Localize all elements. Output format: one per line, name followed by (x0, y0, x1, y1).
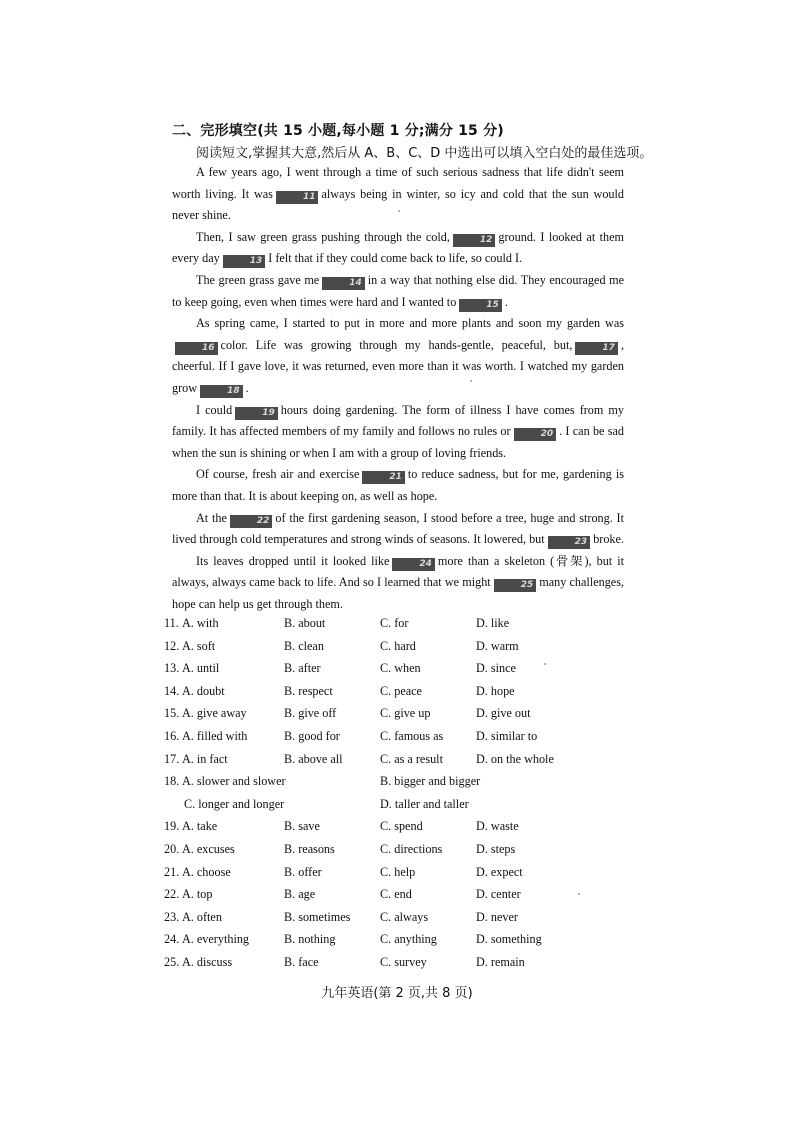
question-number: 15. (164, 706, 180, 721)
paragraph-5 (172, 400, 624, 465)
question-number: 12. (164, 638, 180, 653)
option-a: A. often (182, 909, 222, 924)
question-row (164, 684, 634, 707)
paragraph-1 (172, 162, 624, 227)
option-d: D. give out (476, 706, 531, 721)
blank-19: 19 (235, 407, 278, 420)
scan-speck (578, 893, 580, 895)
question-number: 20. (164, 841, 180, 856)
passage-text: to reduce sadness, but for me, gardening is more than that. It is about keeping on, as well as hope. (172, 467, 624, 503)
blank-17: 17 (575, 342, 618, 355)
option-a: A. filled with (182, 728, 248, 743)
option-a: A. take (182, 819, 218, 834)
paragraph-7 (172, 508, 624, 551)
option-d: D. hope (476, 683, 515, 698)
question-number: 24. (164, 932, 180, 947)
paragraph-8 (172, 551, 624, 616)
passage-text: Its leaves dropped until it looked like (196, 553, 390, 568)
option-c: C. directions (380, 841, 443, 856)
passage-text: hours doing gardening. The form of illness I have comes from my family. It has affected members of my family and follows no rules or (172, 402, 624, 439)
option-d: D. remain (476, 954, 525, 969)
option-b: B. age (284, 887, 316, 902)
passage-text: As spring came, I started to put in more and more plants and soon my garden was (196, 316, 624, 331)
page-footer: 九年英语(第 2 页,共 8 页) (321, 986, 473, 1001)
option-a: A. discuss (182, 954, 233, 969)
option-c: C. survey (380, 954, 427, 969)
question-number: 25. (164, 954, 180, 969)
option-d: D. something (476, 932, 542, 947)
option-b: B. good for (284, 728, 340, 743)
question-number: 11. (164, 616, 179, 630)
passage-text: many challenges, hope can help us get through them. (172, 575, 624, 611)
option-a: A. slower and slower (182, 774, 286, 789)
option-b: B. clean (284, 638, 324, 653)
paragraph-3 (172, 270, 624, 313)
question-row (164, 616, 634, 639)
paragraph-6 (172, 464, 624, 507)
option-c: C. hard (380, 638, 416, 653)
option-b: B. after (284, 661, 321, 676)
question-number: 14. (164, 683, 180, 698)
question-row (164, 752, 634, 775)
blank-24: 24 (392, 558, 435, 571)
option-b: B. bigger and bigger (380, 774, 481, 789)
blank-16: 16 (175, 342, 218, 355)
option-d: D. expect (476, 864, 523, 879)
blank-13: 13 (223, 255, 266, 268)
passage-text: . (245, 380, 249, 395)
question-number: 23. (164, 909, 180, 924)
passage-text: The green grass gave me (196, 272, 320, 287)
option-b: B. sometimes (284, 909, 351, 924)
option-c: C. spend (380, 819, 423, 834)
option-d: D. like (476, 616, 510, 630)
option-c: C. for (380, 616, 409, 630)
question-number: 16. (164, 728, 180, 743)
blank-22: 22 (230, 515, 273, 528)
option-c: C. help (380, 864, 416, 879)
passage-text: Of course, fresh air and exercise (196, 467, 360, 482)
option-b: B. nothing (284, 932, 336, 947)
passage-text: always being in winter, so icy and cold that the sun would never shine. (172, 186, 624, 223)
question-row (164, 932, 634, 955)
passage-text: At the (196, 510, 227, 525)
passage-text: broke. (593, 532, 624, 547)
option-b: B. respect (284, 683, 333, 698)
passage-text: , cheerful. If I gave love, it was returned, even more than it was worth. I watched my garden grow (172, 337, 624, 395)
question-row (164, 729, 634, 752)
question-row (164, 910, 634, 933)
option-b: B. reasons (284, 841, 335, 856)
question-number: 22. (164, 887, 180, 902)
option-c: C. end (380, 887, 412, 902)
option-d: D. taller and taller (380, 796, 469, 811)
question-row-continued (164, 797, 634, 820)
blank-18: 18 (200, 385, 243, 398)
paragraph-2 (172, 227, 624, 270)
option-c: C. always (380, 909, 429, 924)
passage-text: ground. I looked at them every day (172, 229, 624, 266)
question-row (164, 661, 634, 684)
option-c: C. when (380, 661, 421, 676)
question-row (164, 865, 634, 888)
passage-text: in a way that nothing else did. They encouraged me to keep going, even when times were hard and I wanted to (172, 272, 624, 309)
question-row (164, 639, 634, 662)
option-c: C. as a result (380, 751, 443, 766)
question-row (164, 706, 634, 729)
blank-11: 11 (276, 191, 319, 204)
option-d: D. center (476, 887, 521, 902)
option-c: C. peace (380, 683, 422, 698)
scan-speck (470, 380, 472, 382)
question-number: 13. (164, 661, 180, 676)
answer-options (164, 616, 634, 978)
option-d: D. on the whole (476, 751, 554, 766)
scan-speck (398, 210, 400, 212)
option-a: A. top (182, 887, 213, 902)
question-number: 19. (164, 819, 180, 834)
passage-text: I could (196, 402, 233, 417)
option-a: A. until (182, 661, 220, 676)
cloze-passage (172, 162, 624, 615)
passage-text: . (504, 294, 508, 309)
option-a: A. with (182, 616, 219, 630)
question-number: 17. (164, 751, 180, 766)
blank-14: 14 (322, 277, 365, 290)
option-d: D. steps (476, 841, 516, 856)
blank-15: 15 (459, 299, 502, 312)
option-c: C. famous as (380, 728, 444, 743)
option-b: B. save (284, 819, 320, 834)
option-a: A. everything (182, 932, 250, 947)
paragraph-4 (172, 313, 624, 399)
passage-text: Then, I saw green grass pushing through the cold, (196, 229, 450, 244)
passage-text: of the first gardening season, I stood before a tree, huge and strong. It lived through cold temperatures and strong winds of seasons. It lowered, but (172, 510, 624, 547)
passage-text: color. Life was growing through my hands-gentle, peaceful, but, (220, 337, 573, 352)
passage-text: I felt that if they could come back to life, so could I. (268, 251, 523, 266)
passage-text: . I can be sad when the sun is shining or when I am with a group of loving friends. (172, 424, 624, 460)
option-a: A. excuses (182, 841, 235, 856)
question-row (164, 774, 634, 797)
blank-12: 12 (453, 234, 496, 247)
option-c: C. anything (380, 932, 437, 947)
option-b: B. face (284, 954, 319, 969)
option-d: D. never (476, 909, 518, 924)
section-title: 二、完形填空(共 15 小题,每小题 1 分;满分 15 分) (172, 123, 504, 139)
scan-speck (544, 663, 546, 665)
option-a: A. give away (182, 706, 247, 721)
blank-20: 20 (514, 428, 557, 441)
option-b: B. offer (284, 864, 322, 879)
blank-23: 23 (548, 536, 591, 549)
question-row (164, 842, 634, 865)
option-d: D. warm (476, 638, 519, 653)
option-c: C. give up (380, 706, 431, 721)
blank-21: 21 (362, 471, 405, 484)
question-row (164, 955, 634, 978)
option-d: D. since (476, 661, 516, 676)
option-c: C. longer and longer (184, 796, 285, 811)
option-d: D. similar to (476, 728, 538, 743)
option-d: D. waste (476, 819, 519, 834)
blank-25: 25 (494, 579, 537, 592)
option-a: A. in fact (182, 751, 228, 766)
question-row (164, 819, 634, 842)
passage-text: A few years ago, I went through a time of such serious sadness that life didn't seem worth living. It was (172, 165, 624, 201)
option-b: B. give off (284, 706, 337, 721)
question-number: 21. (164, 864, 180, 879)
option-a: A. soft (182, 638, 216, 653)
option-b: B. about (284, 616, 326, 630)
option-b: B. above all (284, 751, 343, 766)
option-a: A. doubt (182, 683, 225, 698)
option-a: A. choose (182, 864, 231, 879)
section-instruction: 阅读短文,掌握其大意,然后从 A、B、C、D 中选出可以填入空白处的最佳选项。 (196, 146, 653, 161)
question-number: 18. (164, 774, 180, 789)
passage-text: more than a skeleton (骨架), but it always, always came back to life. And so I learned that we might (172, 553, 625, 590)
question-row (164, 887, 634, 910)
